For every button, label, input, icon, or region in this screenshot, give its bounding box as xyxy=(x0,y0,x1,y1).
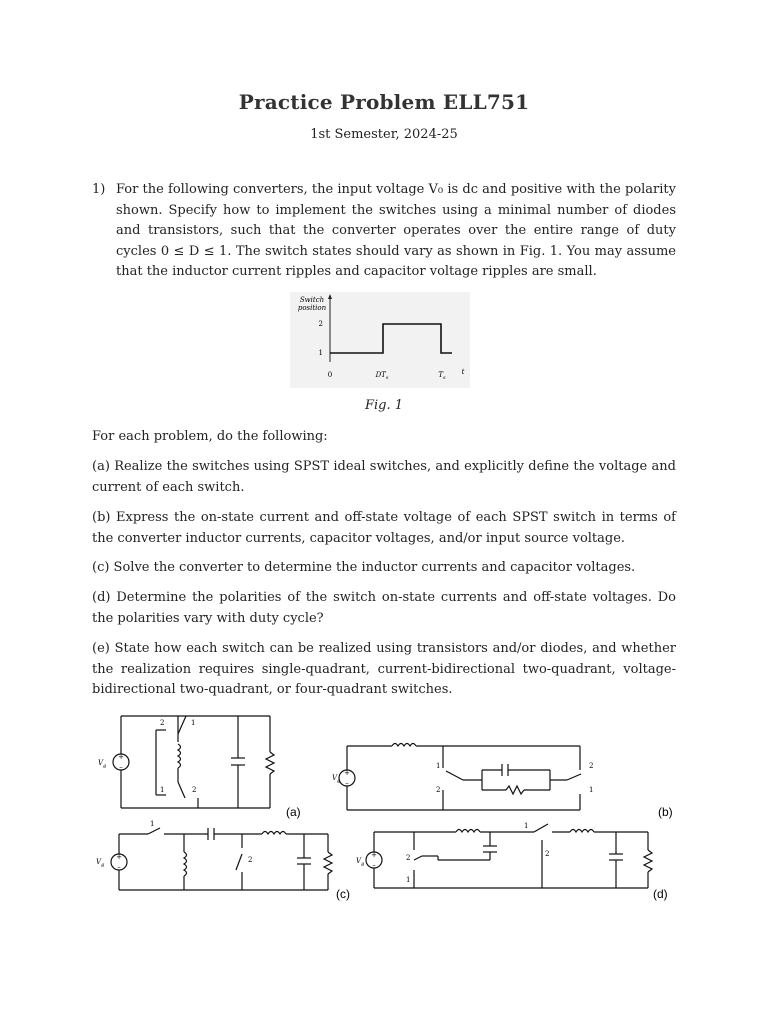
circuit-a-pos-2-top: 2 xyxy=(160,719,165,727)
instruction-b: (b) Express the on-state current and off-state voltage of each SPST switch in terms of the converter inductor currents, capacitor voltages, and/or input source voltage. xyxy=(92,510,676,546)
problem-1 xyxy=(92,180,676,283)
circuit-b-pos-1-left: 1 xyxy=(436,762,441,770)
problem-1-text: For the following converters, the input voltage V₀ is dc and positive with the polarity shown. Specify how to implement the switches using a minimal number of diodes and transistors, such that the converter operates over the entire range of duty cycles 0 ≤ D ≤ 1. The switch states should vary as shown in Fig. 1. You may assume that the inductor current ripples and capacitor voltage ripples are small. xyxy=(116,182,676,279)
figure-1-ylabel-2: position xyxy=(297,304,327,312)
instruction-a: (a) Realize the switches using SPST ideal switches, and explicitly define the voltage and current of each switch. xyxy=(92,459,676,495)
semester-subtitle: 1st Semester, 2024-25 xyxy=(310,127,458,142)
circuit-d-source-label: $V_g$ xyxy=(356,857,365,867)
circuit-a-source-plus: + xyxy=(118,753,124,761)
circuit-d-pos-1-left: 1 xyxy=(406,876,411,884)
circuit-c-source-minus: – xyxy=(117,863,121,871)
figure-1-caption: Fig. 1 xyxy=(364,398,404,413)
figure-1-xtick-ts: $T_s$ xyxy=(438,371,446,381)
circuit-b xyxy=(330,740,680,824)
circuit-a-source-label: $V_g$ xyxy=(98,759,107,769)
instructions-intro: For each problem, do the following: xyxy=(92,429,328,444)
circuit-a-label: (a) xyxy=(286,805,301,819)
instruction-d: (d) Determine the polarities of the switch on-state currents and off-state voltages. Do the polarities vary with duty cycle? xyxy=(92,590,676,626)
circuit-b-label: (b) xyxy=(658,805,673,819)
circuit-b-source-plus: + xyxy=(344,769,350,777)
figure-1-switch-waveform xyxy=(290,292,470,388)
circuit-d-source-minus: – xyxy=(372,861,376,869)
circuit-a-pos-1-top: 1 xyxy=(191,719,196,727)
circuit-d-pos-2-right: 2 xyxy=(545,850,550,858)
circuit-b-source-label: $V_g$ xyxy=(332,774,341,784)
figure-1-ytick-1: 1 xyxy=(318,349,323,357)
page-title: Practice Problem ELL751 xyxy=(238,90,530,114)
circuit-c-pos-1: 1 xyxy=(150,820,155,828)
figure-1-ylabel-1: Switch xyxy=(299,296,325,304)
figure-1-ytick-2: 2 xyxy=(318,320,323,328)
circuit-b-source-minus: – xyxy=(345,779,349,787)
circuit-c-label: (c) xyxy=(336,887,350,901)
figure-1-xtick-0: 0 xyxy=(327,371,333,379)
circuit-d xyxy=(358,820,680,906)
circuit-d-pos-1-top: 1 xyxy=(524,822,529,830)
circuit-c xyxy=(94,820,354,906)
circuit-a-pos-2-bottom: 2 xyxy=(192,786,197,794)
circuit-a xyxy=(94,712,309,824)
circuit-d-source-plus: + xyxy=(371,851,377,859)
circuit-d-label: (d) xyxy=(653,887,668,901)
instruction-e: (e) State how each switch can be realized using transistors and/or diodes, and whether the realization requires single-quadrant, current-bidirectional two-quadrant, voltage-bidirectional two-quadrant, or four-quadrant switches. xyxy=(92,641,676,697)
problem-number: 1) xyxy=(92,182,106,197)
circuit-b-pos-1-right: 1 xyxy=(589,786,594,794)
circuit-a-source-minus: – xyxy=(119,763,123,771)
circuit-c-source-plus: + xyxy=(116,853,122,861)
figure-1-xtick-dts: $DT_s$ xyxy=(375,371,389,381)
circuit-b-pos-2-right: 2 xyxy=(589,762,594,770)
circuit-a-pos-1-bottom: 1 xyxy=(160,786,165,794)
circuit-c-source-label: $V_g$ xyxy=(96,858,105,868)
figure-1-xlabel: t xyxy=(461,368,465,376)
circuit-b-pos-2-left: 2 xyxy=(436,786,441,794)
instruction-c: (c) Solve the converter to determine the inductor currents and capacitor voltages. xyxy=(92,560,636,575)
circuit-c-pos-2: 2 xyxy=(248,856,253,864)
circuit-d-pos-2-left: 2 xyxy=(406,854,411,862)
